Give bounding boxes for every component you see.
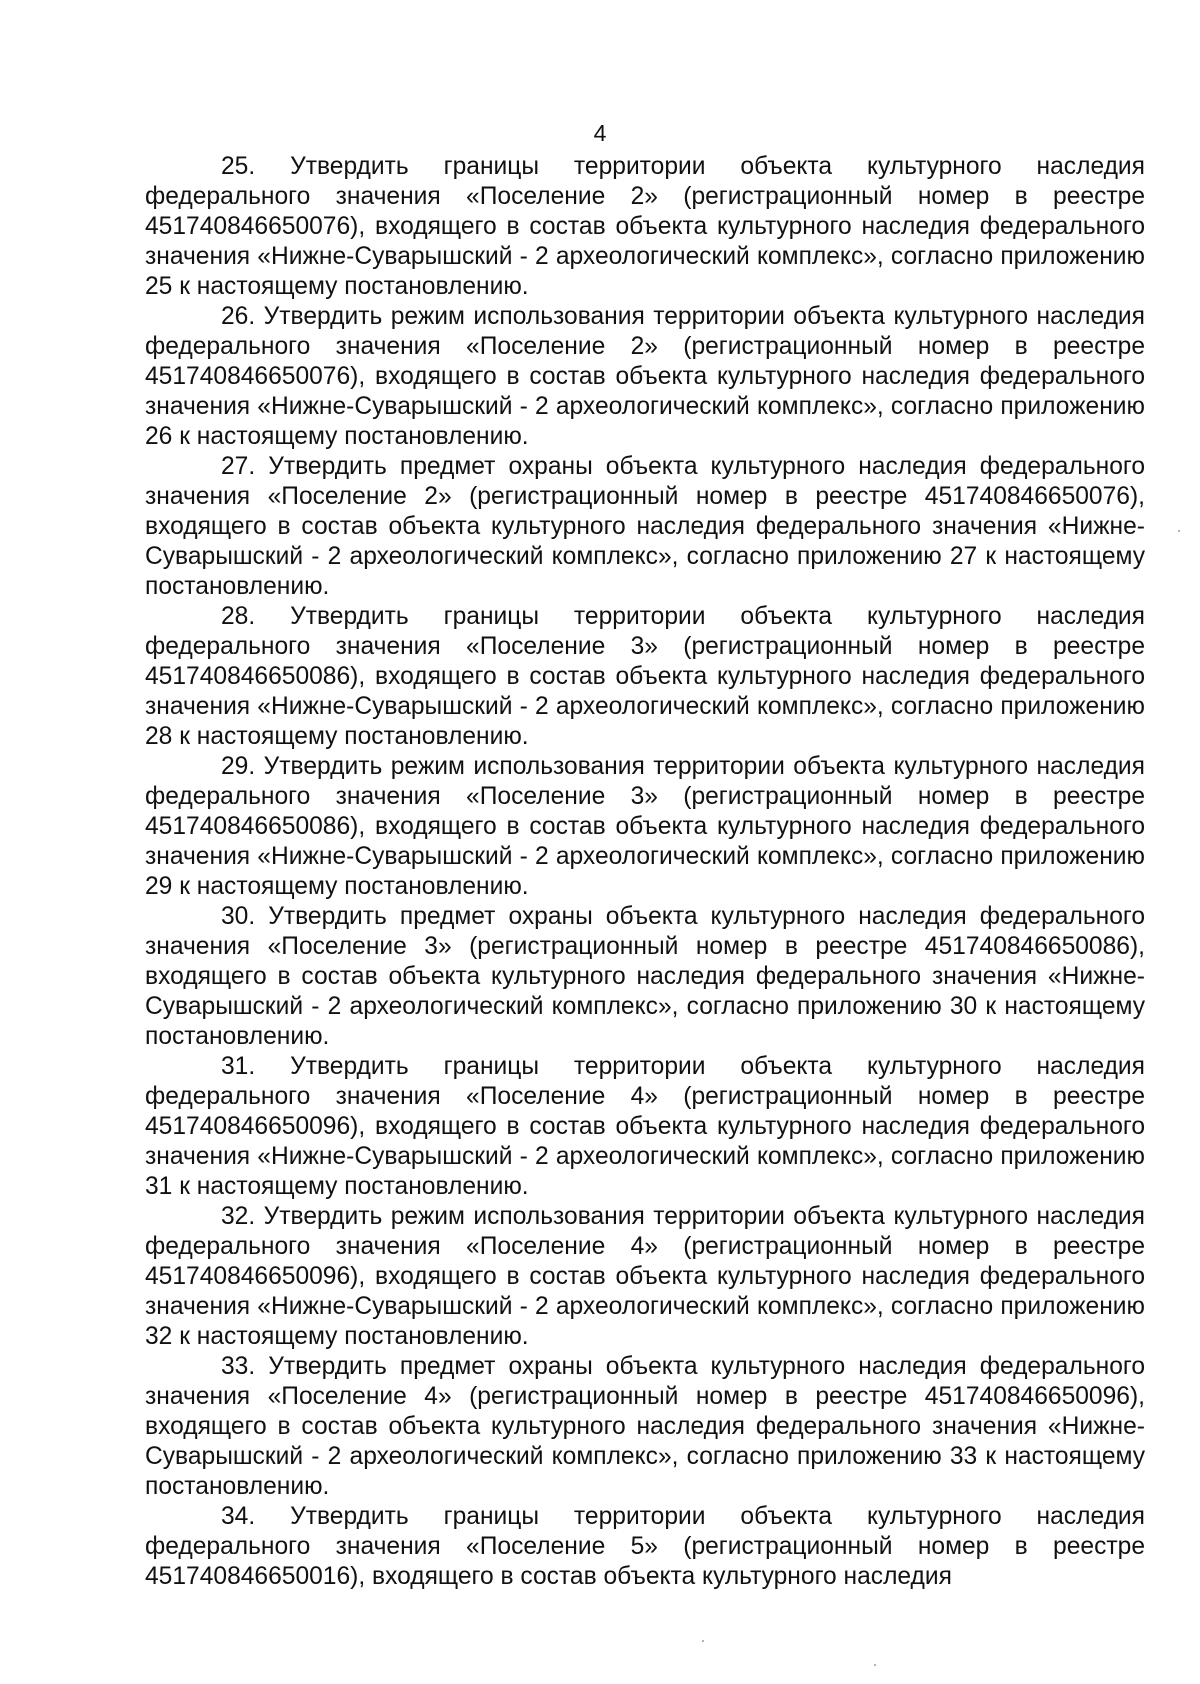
- paragraph-30: 30. Утвердить предмет охраны объекта культурного наследия федерального значения «Поселение 3» (регистрационный номер в реестре 451740846650086), входящего в состав объекта культурного наследия федерального значения «Нижне-Суварышский - 2 археологический комплекс», согласно приложению 30 к настоящему постановлению.: [145, 903, 1145, 1050]
- document-body: [145, 152, 1145, 1592]
- paragraph-32: 32. Утвердить режим использования территории объекта культурного наследия федерального значения «Поселение 4» (регистрационный номер в реестре 451740846650096), входящего в состав объекта культурного наследия федерального значения «Нижне-Суварышский - 2 археологический комплекс», согласно приложению 32 к настоящему постановлению.: [145, 1203, 1145, 1350]
- paragraph-31: 31. Утвердить границы территории объекта культурного наследия федерального значения «Поселение 4» (регистрационный номер в реестре 451740846650096), входящего в состав объекта культурного наследия федерального значения «Нижне-Суварышский - 2 археологический комплекс», согласно приложению 31 к настоящему постановлению.: [145, 1053, 1145, 1200]
- scan-speck: [1178, 530, 1180, 532]
- page-number: 4: [593, 120, 607, 146]
- paragraph-34: 34. Утвердить границы территории объекта культурного наследия федерального значения «Поселение 5» (регистрационный номер в реестре 451740846650016), входящего в состав объекта культурного наследия: [145, 1503, 1145, 1590]
- paragraph-26: 26. Утвердить режим использования территории объекта культурного наследия федерального значения «Поселение 2» (регистрационный номер в реестре 451740846650076), входящего в состав объекта культурного наследия федерального значения «Нижне-Суварышский - 2 археологический комплекс», согласно приложению 26 к настоящему постановлению.: [145, 303, 1145, 450]
- paragraph-27: 27. Утвердить предмет охраны объекта культурного наследия федерального значения «Поселение 2» (регистрационный номер в реестре 451740846650076), входящего в состав объекта культурного наследия федерального значения «Нижне-Суварышский - 2 археологический комплекс», согласно приложению 27 к настоящему постановлению.: [145, 453, 1145, 600]
- scan-speck: [874, 1664, 876, 1666]
- paragraph-25: 25. Утвердить границы территории объекта культурного наследия федерального значения «Поселение 2» (регистрационный номер в реестре 451740846650076), входящего в состав объекта культурного наследия федерального значения «Нижне-Суварышский - 2 археологический комплекс», согласно приложению 25 к настоящему постановлению.: [145, 153, 1145, 300]
- paragraph-29: 29. Утвердить режим использования территории объекта культурного наследия федерального значения «Поселение 3» (регистрационный номер в реестре 451740846650086), входящего в состав объекта культурного наследия федерального значения «Нижне-Суварышский - 2 археологический комплекс», согласно приложению 29 к настоящему постановлению.: [145, 753, 1145, 900]
- paragraph-33: 33. Утвердить предмет охраны объекта культурного наследия федерального значения «Поселение 4» (регистрационный номер в реестре 451740846650096), входящего в состав объекта культурного наследия федерального значения «Нижне-Суварышский - 2 археологический комплекс», согласно приложению 33 к настоящему постановлению.: [145, 1353, 1145, 1500]
- paragraph-28: 28. Утвердить границы территории объекта культурного наследия федерального значения «Поселение 3» (регистрационный номер в реестре 451740846650086), входящего в состав объекта культурного наследия федерального значения «Нижне-Суварышский - 2 археологический комплекс», согласно приложению 28 к настоящему постановлению.: [145, 603, 1145, 750]
- scan-speck: [702, 1640, 704, 1642]
